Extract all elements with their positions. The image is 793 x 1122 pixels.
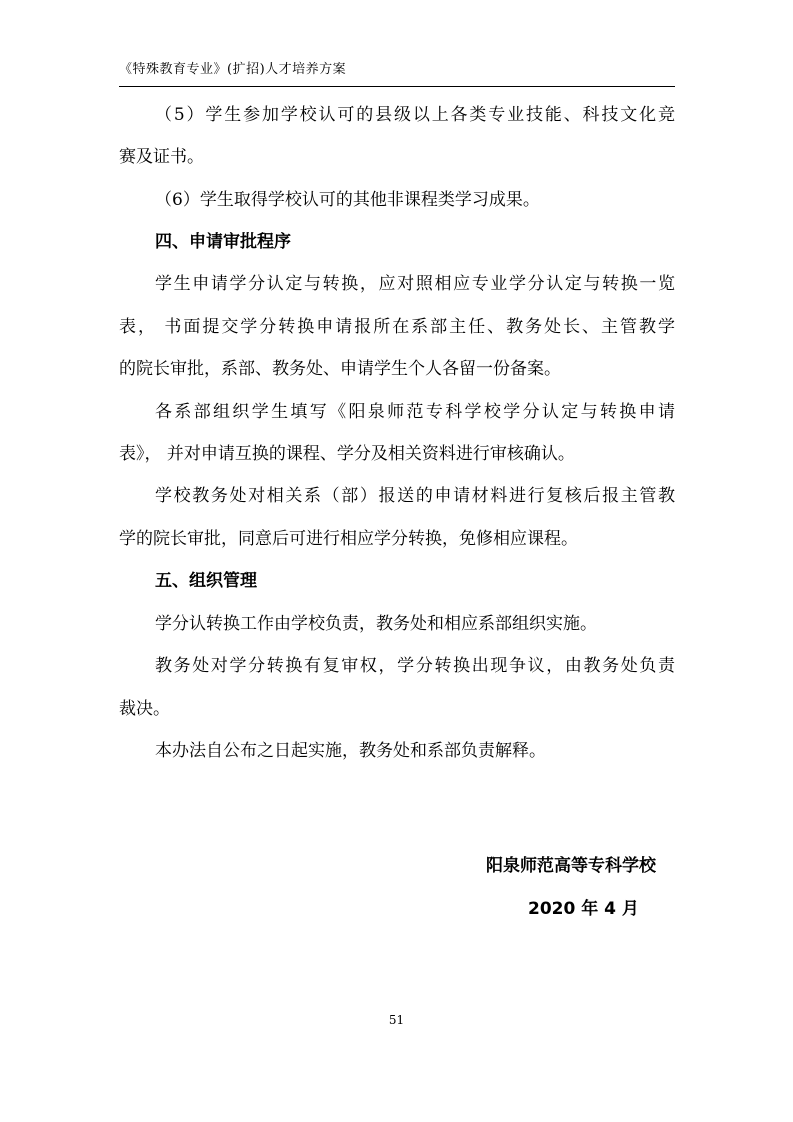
section-4-para-1-line-1: 学生申请学分认定与转换，应对照相应专业学分认定与转换一览	[155, 274, 675, 294]
section-5-para-3: 本办法自公布之日起实施，教务处和系部负责解释。	[155, 741, 546, 761]
section-4-para-1-line-3: 的院长审批，系部、教务处、申请学生个人各留一份备案。	[119, 359, 561, 379]
section-5-heading: 五、组织管理	[155, 571, 257, 591]
section-5-para-2-line-2: 裁决。	[119, 699, 170, 719]
signature-organization: 阳泉师范高等专科学校	[486, 856, 656, 876]
section-5-para-2-line-1: 教务处对学分转换有复审权，学分转换出现争议，由教务处负责	[155, 656, 675, 676]
section-4-para-2-line-1: 各系部组织学生填写《阳泉师范专科学校学分认定与转换申请	[155, 402, 675, 422]
signature-date: 2020 年 4 月	[528, 899, 639, 919]
item-5-line-1: （5）学生参加学校认可的县级以上各类专业技能、科技文化竞	[155, 105, 675, 125]
section-4-para-3-line-1: 学校教务处对相关系（部）报送的申请材料进行复核后报主管教	[155, 486, 675, 506]
header-rule	[119, 86, 675, 87]
section-4-heading: 四、申请审批程序	[155, 232, 291, 252]
page-number: 51	[388, 1013, 405, 1027]
item-6: （6）学生取得学校认可的其他非课程类学习成果。	[155, 190, 540, 210]
running-header: 《特殊教育专业》(扩招)人才培养方案	[119, 62, 347, 77]
item-5-line-2: 赛及证书。	[119, 147, 204, 167]
section-4-para-2-line-2: 表》， 并对申请互换的课程、学分及相关资料进行审核确认。	[119, 444, 575, 464]
section-4-para-3-line-2: 学的院长审批，同意后可进行相应学分转换，免修相应课程。	[119, 529, 578, 549]
section-4-para-1-line-2: 表， 书面提交学分转换申请报所在系部主任、教务处长、主管教学	[119, 317, 675, 337]
section-5-para-1: 学分认转换工作由学校负责，教务处和相应系部组织实施。	[155, 614, 597, 634]
